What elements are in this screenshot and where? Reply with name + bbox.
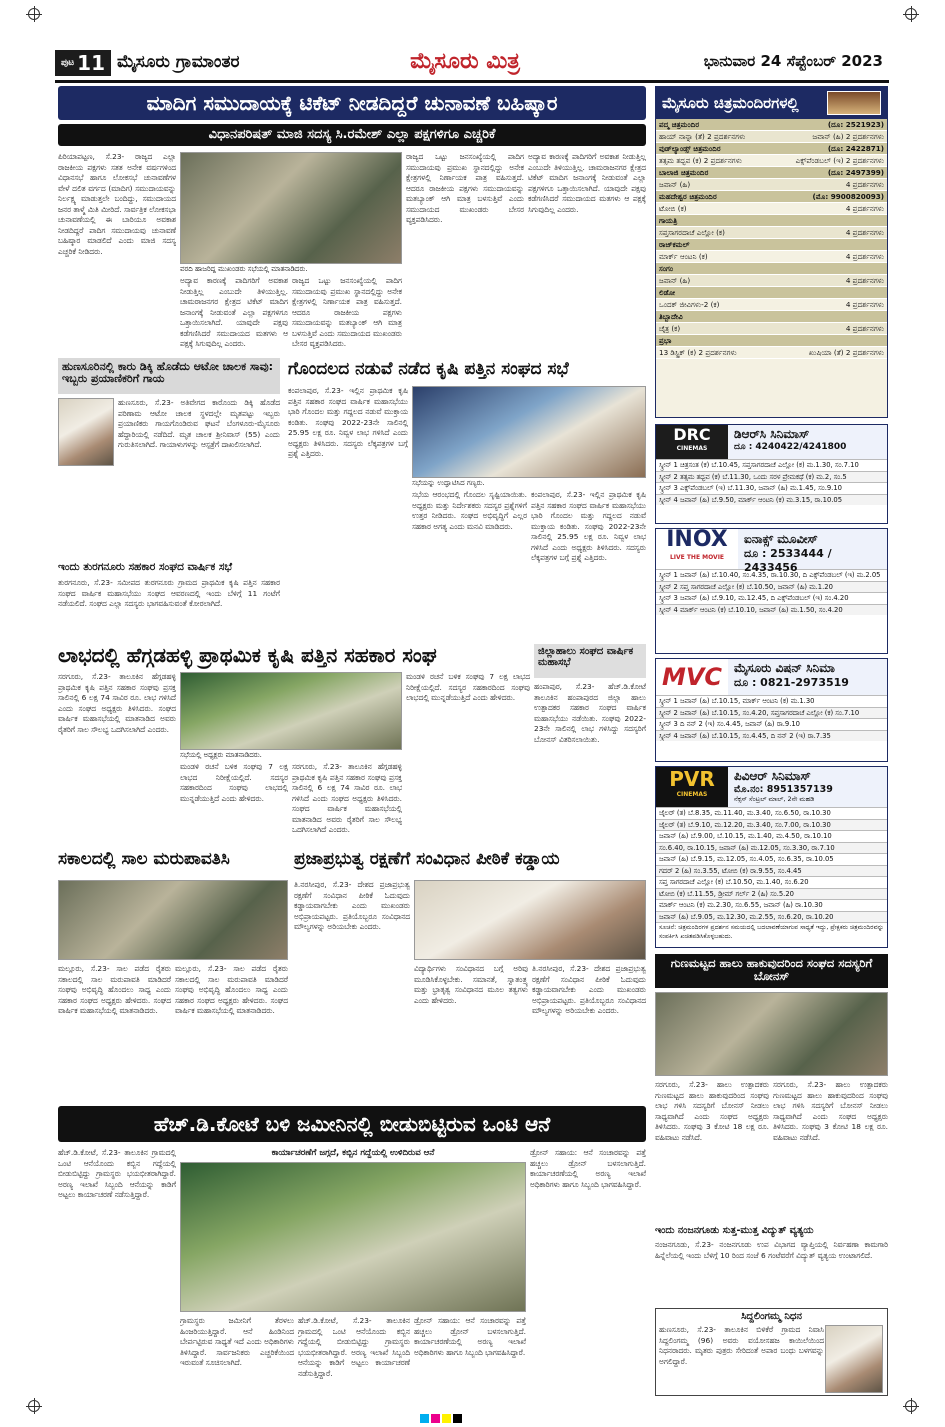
lead-headline: ಮಾದಿಗ ಸಮುದಾಯಕ್ಕೆ ಟಿಕೆಟ್ ನೀಡದಿದ್ದರೆ ಚುನಾವಣೆ ಬಹಿಷ್ಕಾರ <box>58 86 646 120</box>
drc-header <box>656 425 887 459</box>
drc-cinema-box <box>655 424 888 524</box>
dateline: ಭಾನುವಾರ 24 ಸೆಪ್ಟೆಂಬರ್ 2023 <box>703 52 883 70</box>
auto-story-headline: ಹುಣಸೂರಿನಲ್ಲಿ ಕಾರು ಡಿಕ್ಕಿ ಹೊಡೆದು ಆಟೋ ಚಾಲಕ ಸಾವು: ಇಬ್ಬರು ಪ್ರಯಾಣಿಕರಿಗೆ ಗಾಯ <box>62 360 274 386</box>
cinema-hall-shows <box>656 155 887 167</box>
row-name: ವುಡ್‌ಲ್ಯಾಂಡ್ಸ್ ಚಿತ್ರಮಂದಿರ <box>659 144 721 153</box>
bonus-head-box <box>655 954 888 988</box>
row-info: (ದೂ: 2521923) <box>827 120 884 129</box>
lead-photo <box>180 152 402 264</box>
showtime-row: ಗದರ್ 2 (ಹಿ) ಸಂ.3.55, ಟೋಬಿ (ಕ) ರಾ.9.55, ಸಂ.4.45 <box>656 865 887 877</box>
row-info: 4 ಪ್ರದರ್ಶನಗಳು <box>845 180 884 189</box>
row-name: ಟೋಬಿ (ಕ) <box>659 204 687 213</box>
cinema-listing <box>655 86 888 418</box>
row-name: ಜವಾನ್ (ಹಿ) <box>659 276 691 285</box>
jilla-body: ಹಂಪಾಪುರ, ಸೆ.23- ಹೆಚ್.ಡಿ.ಕೋಟೆ ತಾಲೂಕಿನ ಹಂಪಾಪುರದ ಜಿಲ್ಲಾ ಹಾಲು ಉತ್ಪಾದಕರ ಸಹಕಾರ ಸಂಘದ ವಾರ್ಷಿಕ ಮಹಾಸಭೆಯು ನಡೆಯಿತು. ಸಂಘವು 2022-23ನೇ ಸಾಲಿನಲ್ಲಿ ಲಾಭ ಗಳಿಸಿದ್ದು ಸದಸ್ಯರಿಗೆ ಬೋನಸ್ ವಿತರಿಸಲಾಯಿತು. <box>534 682 646 744</box>
bonus-photo <box>655 992 888 1076</box>
row-name: ತಿಬ್ಬಾದೇವಿ <box>659 312 683 321</box>
row-info: ಜವಾನ್ (ಹಿ) 2 ಪ್ರದರ್ಶನಗಳು <box>812 132 884 141</box>
pvr-slots <box>656 807 887 922</box>
row-info: 4 ಪ್ರದರ್ಶನಗಳು <box>845 324 884 333</box>
cinema-hall-name <box>656 167 887 179</box>
showtime-row: ಸ್ಕ್ರೀನ್ 2 ಜವಾನ್ (ಹಿ) ಬೆ.10.15, ಸಂ.4.20, ಸಪ್ತಸಾಗರದಾಚೆ ಎಲ್ಲೋ (ಕ) ಸಂ.7.10 <box>656 707 887 719</box>
lead-body-right2: ಅದ್ಯಾವ ಕಾರಣಕ್ಕೆ ಪಾದಿಗರಿಗೆ ಅವಕಾಶ ನೀಡುತ್ತಿಲ್ಲ ಎಂಬುದೇ ತಿಳಿಯುತ್ತಿಲ್ಲ. ಚಾಮರಾಜನಗರ ಕ್ಷೇತ್ರದ ಟಿಕೆಟ್ ಮಾದಿಗ ಜನಾಂಗಕ್ಕೆ ನೀಡುವಂತೆ ಎಲ್ಲಾ ಪಕ್ಷಗಳಿಗೂ ಒತ್ತಾಯಿಸಲಾಗಿದೆ. ಯಾವುದೇ ಪಕ್ಷವು ಕಡೆಗಣಿಸಿದರೆ ಸಮುದಾಯದ ಮತಗಳು ಆ ಪಕ್ಷಕ್ಕೆ ಸಿಗುವುದಿಲ್ಲ ಎಂದರು. <box>528 152 646 214</box>
drc-info <box>728 425 887 459</box>
elephant-body-mid: ಗ್ರಾಮಸ್ಥರು ಜಮೀನಿಗೆ ತೆರಳಲು ಹಿಂಜರಿಯುತ್ತಿದ್ದಾರೆ. ಆನೆ ಹಿಂಡಿನಿಂದ ಬೇರ್ಪಟ್ಟಿರುವ ಸಾಧ್ಯತೆ ಇದೆ ಎಂದು ಅಧಿಕಾರಿಗಳು ತಿಳಿಸಿದ್ದಾರೆ. ಸಾರ್ವಜನಿಕರು ಎಚ್ಚರಿಕೆಯಿಂದ ಇರುವಂತೆ ಸೂಚಿಸಲಾಗಿದೆ. <box>180 1316 294 1367</box>
cinema-hall-name <box>656 287 887 299</box>
masthead: ಮೈಸೂರು ಮಿತ್ರ <box>410 48 520 74</box>
elephant-body-right: ಡ್ರೋನ್ ಸಹಾಯ: ಆನೆ ಸಂಚಾರವನ್ನು ಪತ್ತೆ ಹಚ್ಚಲು ಡ್ರೋನ್ ಬಳಸಲಾಗುತ್ತಿದೆ. ಕಾರ್ಯಾಚರಣೆಯಲ್ಲಿ ಅರಣ್ಯ ಇಲಾಖೆ ಅಧಿಕಾರಿಗಳು ಹಾಗೂ ಸಿಬ್ಬಂದಿ ಭಾಗವಹಿಸಿದ್ದಾರೆ. <box>530 1148 646 1189</box>
demo-headline: ಪ್ರಜಾಪ್ರಭುತ್ವ ರಕ್ಷಣೆಗೆ ಸಂವಿಧಾನ ಪೀಠಿಕೆ ಕಡ್ಡಾಯ <box>294 849 560 869</box>
mvc-header <box>656 659 887 695</box>
lead-body-left: ಪಿರಿಯಾಪಟ್ಟಣ, ಸೆ.23- ರಾಜ್ಯದ ಎಲ್ಲಾ ರಾಜಕೀಯ ಪಕ್ಷಗಳು ಸತತ ಅನೇಕ ವರ್ಷಗಳಿಂದ ವಿಧಾನಸಭೆ ಹಾಗೂ ಲೋಕಸಭೆ ಚುನಾವಣೆಗಳ ವೇಳೆ ದಲಿತ ವರ್ಗದ (ಮಾದಿಗ) ಸಮುದಾಯವನ್ನು ನಿರ್ಲಕ್ಷ್ಯ ಮಾಡುತ್ತಲೇ ಬಂದಿದ್ದು, ಸಮುದಾಯದ ಜನರ ತಾಳ್ಮೆ ಮಿತಿ ಮೀರಿದೆ. ಸಾರ್ವತ್ರಿಕ ಲೋಕಸಭಾ ಚುನಾವಣೆಯಲ್ಲಿ ಈ ಬಾರಿಯೂ ಅವಕಾಶ ನೀಡದಿದ್ದರೆ ಪಾದಿಗ ಸಮುದಾಯವು ಚುನಾವಣೆ ಬಹಿಷ್ಕಾರ ಮಾಡಲಿದೆ ಎಂದು ಮಾಜಿ ಸದಸ್ಯ ಎಚ್ಚರಿಕೆ ನೀಡಿದರು. <box>58 152 176 256</box>
registration-mark <box>905 8 917 20</box>
lead-subheadline: ವಿಧಾನಪರಿಷತ್ ಮಾಜಿ ಸದಸ್ಯ ಸಿ.ರಮೇಶ್ ಎಲ್ಲಾ ಪಕ್ಷಗಳಿಗೂ ಎಚ್ಚರಿಕೆ <box>58 124 646 146</box>
bonus-body2: ಸರಗೂರು, ಸೆ.23- ಹಾಲು ಉತ್ಪಾದಕರು ಗುಣಮಟ್ಟದ ಹಾಲು ಹಾಕುವುದರಿಂದ ಸಂಘವು ಲಾಭ ಗಳಿಸಿ ಸದಸ್ಯರಿಗೆ ಬೋನಸ್ ನೀಡಲು ಸಾಧ್ಯವಾಗಿದೆ ಎಂದು ಸಂಘದ ಅಧ್ಯಕ್ಷರು ತಿಳಿಸಿದರು. ಸಂಘವು 3 ಕೋಟಿ 18 ಲಕ್ಷ ರೂ. ವಹಿವಾಟು ನಡೆಸಿದೆ. <box>773 1080 888 1142</box>
cinema-hall-name <box>656 119 887 131</box>
showtime-row: ಸ್ಕ್ರೀನ್ 1 ಜವಾನ್ (ಹಿ) ಬೆ.10.15, ಮಾರ್ಕ್ ಆಂಟನಿ (ಕ) ಮ.1.30 <box>656 695 887 707</box>
row-name: ಪ್ರಭಾ <box>659 336 672 345</box>
pvr-info <box>728 767 887 807</box>
inox-phone: ದೂ : 2533444 / 2433456 <box>744 547 832 574</box>
row-name: ರಾಜ್‌ಕಮಲ್ <box>659 240 690 249</box>
row-info: (ಮೊ: 9900820093) <box>812 192 884 201</box>
drc-phone: ದೂ : 4240422/4241800 <box>734 442 847 452</box>
mvc-info <box>728 659 887 695</box>
mvc-logo: MVC <box>661 663 723 691</box>
elephant-body-mid3: ಡ್ರೋನ್ ಸಹಾಯ: ಆನೆ ಸಂಚಾರವನ್ನು ಪತ್ತೆ ಹಚ್ಚಲು ಡ್ರೋನ್ ಬಳಸಲಾಗುತ್ತಿದೆ. ಕಾರ್ಯಾಚರಣೆಯಲ್ಲಿ ಅರಣ್ಯ ಇಲಾಖೆ ಅಧಿಕಾರಿಗಳು ಹಾಗೂ ಸಿಬ್ಬಂದಿ ಭಾಗವಹಿಸಿದ್ದಾರೆ. <box>414 1316 526 1357</box>
pvr-logo: PVR CINEMAS <box>656 767 728 807</box>
page-header <box>55 48 883 80</box>
loan-body2: ಮಲ್ಲೂರು, ಸೆ.23- ಸಾಲ ಪಡೆದ ರೈತರು ಸಕಾಲದಲ್ಲಿ ಸಾಲ ಮರುಪಾವತಿ ಮಾಡಿದರೆ ಸಂಘವು ಅಭಿವೃದ್ಧಿ ಹೊಂದಲು ಸಾಧ್ಯ ಎಂದು ಸಹಕಾರ ಸಂಘದ ಅಧ್ಯಕ್ಷರು ಹೇಳಿದರು. ಸಂಘದ ವಾರ್ಷಿಕ ಮಹಾಸಭೆಯಲ್ಲಿ ಮಾತನಾಡಿದರು. <box>175 964 288 1015</box>
hegg-headline: ಲಾಭದಲ್ಲಿ ಹೆಗ್ಗಡಹಳ್ಳಿ ಪ್ರಾಥಮಿಕ ಕೃಷಿ ಪತ್ತಿನ ಸಹಕಾರ ಸಂಘ <box>58 643 437 667</box>
row-info: 4 ಪ್ರದರ್ಶನಗಳು <box>845 300 884 309</box>
pvr-note: ಸೂಚನೆ: ಚಿತ್ರಮಂದಿರಗಳ ಪ್ರದರ್ಶನ ಸಮಯದಲ್ಲಿ ಬದಲಾವಣೆಯಾಗುವ ಸಾಧ್ಯತೆ ಇದ್ದು, ಪ್ರೇಕ್ಷಕರು ಚಿತ್ರಮಂದಿರವನ್ನು ಸಂಪರ್ಕಿಸಿ ಖಚಿತಪಡಿಸಿಕೊಳ್ಳಬಹುದು. <box>656 922 887 942</box>
inox-header <box>656 527 887 574</box>
lead-body-mid: ಅದ್ಯಾವ ಕಾರಣಕ್ಕೆ ಪಾದಿಗರಿಗೆ ಅವಕಾಶ ನೀಡುತ್ತಿಲ್ಲ ಎಂಬುದೇ ತಿಳಿಯುತ್ತಿಲ್ಲ. ಚಾಮರಾಜನಗರ ಕ್ಷೇತ್ರದ ಟಿಕೆಟ್ ಮಾದಿಗ ಜನಾಂಗಕ್ಕೆ ನೀಡುವಂತೆ ಎಲ್ಲಾ ಪಕ್ಷಗಳಿಗೂ ಒತ್ತಾಯಿಸಲಾಗಿದೆ. ಯಾವುದೇ ಪಕ್ಷವು ಕಡೆಗಣಿಸಿದರೆ ಸಮುದಾಯದ ಮತಗಳು ಆ ಪಕ್ಷಕ್ಕೆ ಸಿಗುವುದಿಲ್ಲ ಎಂದರು. <box>180 276 288 348</box>
row-info: 4 ಪ್ರದರ್ಶನಗಳು <box>845 276 884 285</box>
cinema-hall-name <box>656 335 887 347</box>
demo-body: ತಿ.ನರಸೀಪುರ, ಸೆ.23- ದೇಶದ ಪ್ರಜಾಪ್ರಭುತ್ವ ರಕ್ಷಣೆಗೆ ಸಂವಿಧಾನ ಪೀಠಿಕೆ ಓದುವುದು ಕಡ್ಡಾಯವಾಗಬೇಕು ಎಂದು ಮುಖಂಡರು ಅಭಿಪ್ರಾಯಪಟ್ಟರು. ಪ್ರತಿಯೊಬ್ಬರೂ ಸಂವಿಧಾನದ ಮೌಲ್ಯಗಳನ್ನು ಅರಿಯಬೇಕು ಎಂದರು. <box>294 880 410 931</box>
showtime-row: ಮಾರ್ಕ್ ಆಂಟನಿ (ಕ) ಮ.2.30, ಸಂ.6.55, ಜವಾನ್ (ಹಿ) ರಾ.10.30 <box>656 899 887 911</box>
drc-logo: DRC CINEMAS <box>656 425 728 459</box>
row-name: ಬಾಲಾಜಿ ಚಿತ್ರಮಂದಿರ <box>659 168 709 177</box>
row-name: ತತ್ಸಮ ತದ್ಭವ (ಕ) 2 ಪ್ರದರ್ಶನಗಳು <box>659 156 742 165</box>
row-info: ಖುಷಿಯಾ (ತೆ) 2 ಪ್ರದರ್ಶನಗಳು <box>808 348 884 357</box>
cinema-hall-shows <box>656 323 887 335</box>
elephant-headline: ಹೆಚ್.ಡಿ.ಕೋಟೆ ಬಳಿ ಜಮೀನಿನಲ್ಲಿ ಬೀಡುಬಿಟ್ಟಿರುವ ಒಂಟಿ ಆನೆ <box>58 1106 646 1142</box>
row-info: (ದೂ: 2497399) <box>827 168 884 177</box>
row-name: ಲಿಡೋ <box>659 288 676 297</box>
row-name: ಜವಾನ್ (ಹಿ) <box>659 180 691 189</box>
row-info: 4 ಪ್ರದರ್ಶನಗಳು <box>845 228 884 237</box>
cinema-hall-name <box>656 143 887 155</box>
jilla-head-box <box>534 644 646 678</box>
loan-photo <box>58 880 288 960</box>
inox-info <box>738 529 887 574</box>
pvr-cinema-box <box>655 766 888 948</box>
pvr-header <box>656 767 887 807</box>
row-name: ಹಾಯ್ ನಾನ್ನಾ (ತೆ) 2 ಪ್ರದರ್ಶನಗಳು <box>659 132 746 141</box>
bonus-body: ಸರಗೂರು, ಸೆ.23- ಹಾಲು ಉತ್ಪಾದಕರು ಗುಣಮಟ್ಟದ ಹಾಲು ಹಾಕುವುದರಿಂದ ಸಂಘವು ಲಾಭ ಗಳಿಸಿ ಸದಸ್ಯರಿಗೆ ಬೋನಸ್ ನೀಡಲು ಸಾಧ್ಯವಾಗಿದೆ ಎಂದು ಸಂಘದ ಅಧ್ಯಕ್ಷರು ತಿಳಿಸಿದರು. ಸಂಘವು 3 ಕೋಟಿ 18 ಲಕ್ಷ ರೂ. ವಹಿವಾಟು ನಡೆಸಿದೆ. <box>655 1080 769 1142</box>
showtime-row: ಸ್ಕ್ರೀನ್ 2 ತತ್ಸಮ ತದ್ಭವ (ಕ) ಬೆ.11.30, ಒಂದು ಸರಳ ಪ್ರೇಮಕಥೆ (ಕ) ಮ.2, ಸಂ.5 <box>656 471 887 483</box>
header-rule <box>55 80 889 83</box>
gondala-headline: ಗೊಂದಲದ ನಡುವೆ ನಡೆದ ಕೃಷಿ ಪತ್ತಿನ ಸಂಘದ ಸಭೆ <box>288 359 569 379</box>
cinema-hall-name <box>656 191 887 203</box>
row-info: 4 ಪ್ರದರ್ಶನಗಳು <box>845 204 884 213</box>
showtime-row: ಸ್ಕ್ರೀನ್ 4 ಜವಾನ್ (ಹಿ) ಬೆ.9.50, ಮಾರ್ಕ್ ಆಂಟನಿ (ಕ) ಮ.3.15, ರಾ.10.05 <box>656 494 887 506</box>
showtime-row: ಜವಾನ್ (ಹಿ) ಬೆ.9.05, ಮ.12.30, ಮ.2.55, ಸಂ.6.20, ರಾ.10.20 <box>656 911 887 923</box>
row-info: 4 ಪ್ರದರ್ಶನಗಳು <box>845 252 884 261</box>
registration-mark <box>905 1400 917 1412</box>
cinema-hall-name <box>656 311 887 323</box>
row-name: ಚೈತ್ರ (ಕ) <box>659 324 681 333</box>
showtime-row: ಜವಾನ್ (ಹಿ) ಬೆ.9.15, ಮ.12.05, ಸಂ.4.05, ಸಂ.6.35, ರಾ.10.05 <box>656 853 887 865</box>
obituary-box <box>655 1308 888 1396</box>
demo-photo <box>414 880 646 960</box>
coop-story-headline: ಇಂದು ತುರಗನೂರು ಸಹಕಾರ ಸಂಘದ ವಾರ್ಷಿಕ ಸಭೆ <box>58 561 233 573</box>
obituary-body: ಹುಣಸೂರು, ಸೆ.23- ತಾಲೂಕಿನ ಬಿಳಿಕೆರೆ ಗ್ರಾಮದ ನಿವಾಸಿ ಸಿದ್ದಲಿಂಗಮ್ಮ (96) ಅವರು ವಯೋಸಹಜ ಕಾಯಿಲೆಯಿಂದ ನಿಧನರಾದರು. ಮೃತರು ಪುತ್ರರು ಸೇರಿದಂತೆ ಅಪಾರ ಬಂಧು ಬಳಗವನ್ನು ಅಗಲಿದ್ದಾರೆ. <box>659 1325 824 1366</box>
cinema-hall-shows <box>656 203 887 215</box>
showtime-row: ಸಪ್ತ ಸಾಗರದಾಚೆ ಎಲ್ಲೋ (ಕ) ಬೆ.10.50, ಮ.1.40, ಸಂ.6.20 <box>656 876 887 888</box>
cinema-hall-shows <box>656 251 887 263</box>
inox-name: ಐನಾಕ್ಸ್ ಮೂವೀಸ್ <box>744 532 818 546</box>
lead-body-mid2: ರಾಜ್ಯದ ಒಟ್ಟು ಜನಸಂಖ್ಯೆಯಲ್ಲಿ ಪಾದಿಗ ಸಮುದಾಯವು ಪ್ರಮುಖ ಸ್ಥಾನದಲ್ಲಿದ್ದು ಅನೇಕ ಕ್ಷೇತ್ರಗಳಲ್ಲಿ ನಿರ್ಣಾಯಕ ಪಾತ್ರ ವಹಿಸುತ್ತದೆ. ಆದರೂ ರಾಜಕೀಯ ಪಕ್ಷಗಳು ಸಮುದಾಯವನ್ನು ಮತಬ್ಯಾಂಕ್ ಆಗಿ ಮಾತ್ರ ಬಳಸುತ್ತಿವೆ ಎಂದು ಸಮುದಾಯದ ಮುಖಂಡರು ಬೇಸರ ವ್ಯಕ್ತಪಡಿಸಿದರು. <box>292 276 402 348</box>
elephant-body-left: ಹೆಚ್.ಡಿ.ಕೋಟೆ, ಸೆ.23- ತಾಲೂಕಿನ ಗ್ರಾಮದಲ್ಲಿ ಒಂಟಿ ಆನೆಯೊಂದು ಕಬ್ಬಿನ ಗದ್ದೆಯಲ್ಲಿ ಬೀಡುಬಿಟ್ಟಿದ್ದು ಗ್ರಾಮಸ್ಥರು ಭಯಭೀತರಾಗಿದ್ದಾರೆ. ಅರಣ್ಯ ಇಲಾಖೆ ಸಿಬ್ಬಂದಿ ಆನೆಯನ್ನು ಕಾಡಿಗೆ ಅಟ್ಟಲು ಕಾರ್ಯಾಚರಣೆ ನಡೆಸುತ್ತಿದ್ದಾರೆ. <box>58 1148 176 1199</box>
showtime-row: ಸ್ಕ್ರೀನ್ 4 ಜವಾನ್ (ಹಿ) ಬೆ.10.15, ಸಂ.4.45, ದಿ ನನ್ 2 (ಇ) ರಾ.7.35 <box>656 730 887 742</box>
registration-mark <box>28 1400 40 1412</box>
row-name: ಗಾಯತ್ರಿ <box>659 216 678 225</box>
cinema-hall-name <box>656 263 887 275</box>
loan-headline: ಸಕಾಲದಲ್ಲಿ ಸಾಲ ಮರುಪಾವತಿಸಿ <box>58 849 230 869</box>
row-name: ಒಂದಕ್ ಜೀವಿಗಳು-2 (ಕ) <box>659 300 720 309</box>
showtime-row: ಟೋಬಿ (ಕ) ಬೆ.11.55, ಡ್ರೀಮ್ ಗರ್ಲ್ 2 (ಹಿ) ಸಂ.5.20 <box>656 888 887 900</box>
showtime-row: ಸ್ಕ್ರೀನ್ 2 ಸಪ್ತ ಸಾಗರದಾಚೆ ಎಲ್ಲೋ (ಕ) ಬೆ.10.50, ಜವಾನ್ (ಹಿ) ಮ.1.20 <box>656 581 887 593</box>
hegg-body: ಸರಗೂರು, ಸೆ.23- ತಾಲೂಕಿನ ಹೆಗ್ಗಡಹಳ್ಳಿ ಪ್ರಾಥಮಿಕ ಕೃಷಿ ಪತ್ತಿನ ಸಹಕಾರ ಸಂಘವು ಪ್ರಸಕ್ತ ಸಾಲಿನಲ್ಲಿ 6 ಲಕ್ಷ 74 ಸಾವಿರ ರೂ. ಲಾಭ ಗಳಿಸಿದೆ ಎಂದು ಸಂಘದ ಅಧ್ಯಕ್ಷರು ತಿಳಿಸಿದರು. ಸಂಘದ ವಾರ್ಷಿಕ ಮಹಾಸಭೆಯಲ್ಲಿ ಮಾತನಾಡಿದ ಅವರು ರೈತರಿಗೆ ಸಾಲ ಸೌಲಭ್ಯ ಒದಗಿಸಲಾಗಿದೆ ಎಂದರು. <box>58 672 176 734</box>
page-number-tag: ಪುಟ 11 <box>55 50 111 76</box>
showtime-row: ಸ್ಕ್ರೀನ್ 1 ಚಿತ್ರಸಂತ (ಕ) ಬೆ.10.45, ಸಪ್ತಸಾಗರದಾಚೆ ಎಲ್ಲೋ (ಕ) ಮ.1.30, ಸಂ.7.10 <box>656 459 887 471</box>
hegg-caption: ಸಭೆಯಲ್ಲಿ ಅಧ್ಯಕ್ಷರು ಮಾತನಾಡಿದರು. <box>180 750 402 760</box>
mvc-name: ಮೈಸೂರು ವಿಷನ್ ಸಿನಿಮಾ <box>734 661 835 675</box>
row-name: ಪದ್ಮ ಚಿತ್ರಮಂದಿರ <box>659 120 700 129</box>
showtime-row: ಸ್ಕ್ರೀನ್ 3 ದಿ ನನ್ 2 (ಇ) ಸಂ.4.45, ಜವಾನ್ (ಹಿ) ರಾ.9.10 <box>656 718 887 730</box>
gondala-body: ಕಂಪಲಾಪುರ, ಸೆ.23- ಇಲ್ಲಿನ ಪ್ರಾಥಮಿಕ ಕೃಷಿ ಪತ್ತಿನ ಸಹಕಾರ ಸಂಘದ ವಾರ್ಷಿಕ ಮಹಾಸಭೆಯು ಭಾರಿ ಗೊಂದಲ ಮತ್ತು ಗದ್ದಲದ ನಡುವೆ ಮುಕ್ತಾಯ ಕಂಡಿತು. ಸಂಘವು 2022-23ನೇ ಸಾಲಿನಲ್ಲಿ 25.95 ಲಕ್ಷ ರೂ. ನಿವ್ವಳ ಲಾಭ ಗಳಿಸಿದೆ ಎಂದು ಅಧ್ಯಕ್ಷರು ತಿಳಿಸಿದರು. ಸದಸ್ಯರು ಲೆಕ್ಕಪತ್ರಗಳ ಬಗ್ಗೆ ಪ್ರಶ್ನೆ ಎತ್ತಿದರು. <box>288 386 408 458</box>
cinema-hall-name <box>656 239 887 251</box>
cinema-hall-shows <box>656 179 887 191</box>
showtime-row: ಜೈಲರ್ (ತ) ಬೆ.9.10, ಮ.12.20, ಮ.3.40, ಸಂ.7.00, ರಾ.10.30 <box>656 819 887 831</box>
power-body: ನಂಜನಗೂಡು, ಸೆ.23- ನಂಜನಗೂಡು ಉಪ ವಿಭಾಗದ ವ್ಯಾಪ್ತಿಯಲ್ಲಿ ನಿರ್ವಹಣಾ ಕಾಮಗಾರಿ ಹಿನ್ನೆಲೆಯಲ್ಲಿ ಇಂದು ಬೆಳಿಗ್ಗೆ 10 ರಿಂದ ಸಂಜೆ 6 ಗಂಟೆವರೆಗೆ ವಿದ್ಯುತ್ ವ್ಯತ್ಯಯ ಉಂಟಾಗಲಿದೆ. <box>655 1240 888 1260</box>
bonus-headline: ಗುಣಮಟ್ಟದ ಹಾಲು ಹಾಕುವುದರಿಂದ ಸಂಘದ ಸದಸ್ಯರಿಗೆ ಬೋನಸ್ <box>670 956 873 983</box>
showtime-row: ಜವಾನ್ (ಹಿ) ಬೆ.9.00, ಬೆ.10.15, ಮ.1.40, ಮ.4.50, ರಾ.10.10 <box>656 830 887 842</box>
pvr-address: ನೆಕ್ಸಸ್ ಸೆಂಟ್ರಲ್ ಮಾಲ್, 2ನೇ ಮಹಡಿ <box>734 795 815 803</box>
cinema-hall-shows <box>656 347 887 359</box>
cinema-hall-shows <box>656 227 887 239</box>
mvc-phone: ದೂ : 0821-2973519 <box>734 676 849 689</box>
obituary-headline: ಸಿದ್ದಲಿಂಗಮ್ಮ ನಿಧನ <box>741 1311 802 1322</box>
inox-cinema-box <box>655 528 888 654</box>
lead-body-right: ರಾಜ್ಯದ ಒಟ್ಟು ಜನಸಂಖ್ಯೆಯಲ್ಲಿ ಪಾದಿಗ ಸಮುದಾಯವು ಪ್ರಮುಖ ಸ್ಥಾನದಲ್ಲಿದ್ದು ಅನೇಕ ಕ್ಷೇತ್ರಗಳಲ್ಲಿ ನಿರ್ಣಾಯಕ ಪಾತ್ರ ವಹಿಸುತ್ತದೆ. ಆದರೂ ರಾಜಕೀಯ ಪಕ್ಷಗಳು ಸಮುದಾಯವನ್ನು ಮತಬ್ಯಾಂಕ್ ಆಗಿ ಮಾತ್ರ ಬಳಸುತ್ತಿವೆ ಎಂದು ಸಮುದಾಯದ ಮುಖಂಡರು ಬೇಸರ ವ್ಯಕ್ತಪಡಿಸಿದರು. <box>406 152 524 224</box>
pvr-name: ಪಿವಿಆರ್ ಸಿನಿಮಾಸ್ <box>734 769 811 783</box>
registration-mark <box>28 8 40 20</box>
showtime-row: ಸ್ಕ್ರೀನ್ 4 ಮಾರ್ಕ್ ಆಂಟನಿ (ಕ) ಬೆ.10.10, ಜವಾನ್ (ಹಿ) ಮ.1.50, ಸಂ.4.20 <box>656 604 887 616</box>
pvr-phone: ಮೊ.ನಂ: 8951357139 <box>734 784 833 795</box>
row-name: ಸಪ್ತಸಾಗರದಾಚೆ ಎಲ್ಲೋ (ಕ) <box>659 228 725 237</box>
hegg-photo <box>180 672 402 750</box>
cinema-listing-rows <box>656 119 887 359</box>
section-name: ಮೈಸೂರು ಗ್ರಾಮಾಂತರ <box>117 52 240 72</box>
auto-story-head-box <box>58 358 280 394</box>
hegg-body4: ಮಂಡಳಿ ರಚನೆ ಬಳಿಕ ಸಂಘವು 7 ಲಕ್ಷ ಲಾಭದ ನಿರೀಕ್ಷೆಯಲ್ಲಿದೆ. ಸದಸ್ಯರ ಸಹಕಾರದಿಂದ ಸಂಘವು ಲಾಭದಲ್ಲಿ ಮುನ್ನಡೆಯುತ್ತಿದೆ ಎಂದು ಹೇಳಿದರು. <box>406 672 530 702</box>
inox-slots <box>656 569 887 615</box>
elephant-photo-caption: ಕಾರ್ಯಾಚರಣೆಗೆ ಜಗ್ಗದೆ, ಕಬ್ಬಿನ ಗದ್ದೆಯಲ್ಲಿ ಉಳಿದಿರುವ ಆನೆ <box>180 1148 526 1162</box>
demo-body2: ವಿದ್ಯಾರ್ಥಿಗಳು ಸಂವಿಧಾನದ ಬಗ್ಗೆ ಅರಿವು ಮೂಡಿಸಿಕೊಳ್ಳಬೇಕು. ಸಮಾನತೆ, ಸ್ವಾತಂತ್ರ್ಯ ಮತ್ತು ಭ್ರಾತೃತ್ವ ಸಂವಿಧಾನದ ಮೂಲ ತತ್ವಗಳು ಎಂದು ಹೇಳಿದರು. <box>414 964 528 1005</box>
cinema-hall-shows <box>656 131 887 143</box>
elephant-photo <box>180 1162 526 1312</box>
demo-body3: ತಿ.ನರಸೀಪುರ, ಸೆ.23- ದೇಶದ ಪ್ರಜಾಪ್ರಭುತ್ವ ರಕ್ಷಣೆಗೆ ಸಂವಿಧಾನ ಪೀಠಿಕೆ ಓದುವುದು ಕಡ್ಡಾಯವಾಗಬೇಕು ಎಂದು ಮುಖಂಡರು ಅಭಿಪ್ರಾಯಪಟ್ಟರು. ಪ್ರತಿಯೊಬ್ಬರೂ ಸಂವಿಧಾನದ ಮೌಲ್ಯಗಳನ್ನು ಅರಿಯಬೇಕು ಎಂದರು. <box>532 964 646 1015</box>
hegg-body3: ಸರಗೂರು, ಸೆ.23- ತಾಲೂಕಿನ ಹೆಗ್ಗಡಹಳ್ಳಿ ಪ್ರಾಥಮಿಕ ಕೃಷಿ ಪತ್ತಿನ ಸಹಕಾರ ಸಂಘವು ಪ್ರಸಕ್ತ ಸಾಲಿನಲ್ಲಿ 6 ಲಕ್ಷ 74 ಸಾವಿರ ರೂ. ಲಾಭ ಗಳಿಸಿದೆ ಎಂದು ಸಂಘದ ಅಧ್ಯಕ್ಷರು ತಿಳಿಸಿದರು. ಸಂಘದ ವಾರ್ಷಿಕ ಮಹಾಸಭೆಯಲ್ಲಿ ಮಾತನಾಡಿದ ಅವರು ರೈತರಿಗೆ ಸಾಲ ಸೌಲಭ್ಯ ಒದಗಿಸಲಾಗಿದೆ ಎಂದರು. <box>292 762 402 834</box>
row-name: ಮಹದೇಶ್ವರ ಚಿತ್ರಮಂದಿರ <box>659 192 717 201</box>
gondala-body3: ಕಂಪಲಾಪುರ, ಸೆ.23- ಇಲ್ಲಿನ ಪ್ರಾಥಮಿಕ ಕೃಷಿ ಪತ್ತಿನ ಸಹಕಾರ ಸಂಘದ ವಾರ್ಷಿಕ ಮಹಾಸಭೆಯು ಭಾರಿ ಗೊಂದಲ ಮತ್ತು ಗದ್ದಲದ ನಡುವೆ ಮುಕ್ತಾಯ ಕಂಡಿತು. ಸಂಘವು 2022-23ನೇ ಸಾಲಿನಲ್ಲಿ 25.95 ಲಕ್ಷ ರೂ. ನಿವ್ವಳ ಲಾಭ ಗಳಿಸಿದೆ ಎಂದು ಅಧ್ಯಕ್ಷರು ತಿಳಿಸಿದರು. ಸದಸ್ಯರು ಲೆಕ್ಕಪತ್ರಗಳ ಬಗ್ಗೆ ಪ್ರಶ್ನೆ ಎತ್ತಿದರು. <box>531 490 646 562</box>
row-info: ಎಕ್ಸ್‌ಪೆಂಡಬಲ್ (ಇ) 2 ಪ್ರದರ್ಶನಗಳು <box>795 156 884 165</box>
auto-victim-photo <box>58 398 114 466</box>
obituary-photo <box>825 1325 883 1393</box>
cinema-hall-name <box>656 215 887 227</box>
color-bar <box>420 1408 464 1427</box>
jilla-headline: ಜಿಲ್ಲಾಹಾಲು ಸಂಘದ ವಾರ್ಷಿಕ ಮಹಾಸಭೆ <box>538 646 634 668</box>
drc-name: ಡಿಆರ್‌ಸಿ ಸಿನಿಮಾಸ್ <box>734 427 810 441</box>
showtime-row: ಸ್ಕ್ರೀನ್ 1 ಜವಾನ್ (ಹಿ) ಬೆ.10.40, ಸಂ.4.35, ರಾ.10.30, ದಿ ಎಕ್ಸ್‌ಪೆಂಡಬಲ್ (ಇ) ಮ.2.05 <box>656 569 887 581</box>
row-name: ಮಾರ್ಕ್ ಆಂಟನಿ (ಕ) <box>659 252 708 261</box>
showtime-row: ಸ್ಕ್ರೀನ್ 3 ಜವಾನ್ (ಹಿ) ಬೆ.9.10, ಮ.12.45, ದಿ ಎಕ್ಸ್‌ಪೆಂಡಬಲ್ (ಇ) ಸಂ.4.20 <box>656 592 887 604</box>
auto-story-body: ಹುಣಸೂರು, ಸೆ.23- ಅತಿವೇಗದ ಕಾರೊಂದು ಡಿಕ್ಕಿ ಹೊಡೆದ ಪರಿಣಾಮ ಆಟೋ ಚಾಲಕ ಸ್ಥಳದಲ್ಲೇ ಮೃತಪಟ್ಟು ಇಬ್ಬರು ಪ್ರಯಾಣಿಕರು ಗಾಯಗೊಂಡಿರುವ ಘಟನೆ ಬೆಂಗಳೂರು-ಮೈಸೂರು ಹೆದ್ದಾರಿಯಲ್ಲಿ ನಡೆದಿದೆ. ಮೃತ ಚಾಲಕ ಶ್ರೀನಿವಾಸ್ (55) ಎಂದು ಗುರುತಿಸಲಾಗಿದೆ. ಗಾಯಾಳುಗಳನ್ನು ಆಸ್ಪತ್ರೆಗೆ ದಾಖಲಿಸಲಾಗಿದೆ. <box>118 398 280 449</box>
showtime-row: ಜೈಲರ್ (ತ) ಬೆ.8.35, ಮ.11.40, ಮ.3.40, ಸಂ.6.50, ರಾ.10.30 <box>656 807 887 819</box>
inox-logo: INOX LIVE THE MOVIE <box>666 527 728 561</box>
row-name: 13 ಡಿಸ್ಟ್ರಿಕ್ (ಕ) 2 ಪ್ರದರ್ಶನಗಳು <box>659 348 737 357</box>
mvc-cinema-box <box>655 658 888 762</box>
lead-photo-caption: ವರದಿ ಹಾಜರಿದ್ದ ಮುಖಂಡರು ಸಭೆಯಲ್ಲಿ ಮಾತನಾಡಿದರು. <box>180 264 402 274</box>
cinema-hall-shows <box>656 299 887 311</box>
power-headline: ಇಂದು ನಂಜನಗೂಡು ಸುತ್ತ-ಮುತ್ತ ವಿದ್ಯುತ್ ವ್ಯತ್ಯಯ <box>655 1225 814 1236</box>
drc-slots <box>656 459 887 505</box>
gondala-caption: ಸಭೆಯನ್ನು ಉದ್ಘಾಟಿಸಿದ ಗಣ್ಯರು. <box>412 478 646 488</box>
gondala-body2: ಸಭೆಯ ಆರಂಭದಲ್ಲಿ ಗೊಂದಲ ಸೃಷ್ಟಿಯಾಯಿತು. ಅಧ್ಯಕ್ಷರು ಮತ್ತು ನಿರ್ದೇಶಕರು ಸದಸ್ಯರ ಪ್ರಶ್ನೆಗಳಿಗೆ ಉತ್ತರ ನೀಡಿದರು. ಸಂಘದ ಅಭಿವೃದ್ಧಿಗೆ ಎಲ್ಲರ ಸಹಕಾರ ಅಗತ್ಯ ಎಂದು ಮನವಿ ಮಾಡಿದರು. <box>412 490 527 531</box>
loan-body: ಮಲ್ಲೂರು, ಸೆ.23- ಸಾಲ ಪಡೆದ ರೈತರು ಸಕಾಲದಲ್ಲಿ ಸಾಲ ಮರುಪಾವತಿ ಮಾಡಿದರೆ ಸಂಘವು ಅಭಿವೃದ್ಧಿ ಹೊಂದಲು ಸಾಧ್ಯ ಎಂದು ಸಹಕಾರ ಸಂಘದ ಅಧ್ಯಕ್ಷರು ಹೇಳಿದರು. ಸಂಘದ ವಾರ್ಷಿಕ ಮಹಾಸಭೆಯಲ್ಲಿ ಮಾತನಾಡಿದರು. <box>58 964 171 1015</box>
mvc-slots <box>656 695 887 741</box>
hegg-body2: ಮಂಡಳಿ ರಚನೆ ಬಳಿಕ ಸಂಘವು 7 ಲಕ್ಷ ಲಾಭದ ನಿರೀಕ್ಷೆಯಲ್ಲಿದೆ. ಸದಸ್ಯರ ಸಹಕಾರದಿಂದ ಸಂಘವು ಲಾಭದಲ್ಲಿ ಮುನ್ನಡೆಯುತ್ತಿದೆ ಎಂದು ಹೇಳಿದರು. <box>180 762 288 803</box>
elephant-body-mid2: ಹೆಚ್.ಡಿ.ಕೋಟೆ, ಸೆ.23- ತಾಲೂಕಿನ ಗ್ರಾಮದಲ್ಲಿ ಒಂಟಿ ಆನೆಯೊಂದು ಕಬ್ಬಿನ ಗದ್ದೆಯಲ್ಲಿ ಬೀಡುಬಿಟ್ಟಿದ್ದು ಗ್ರಾಮಸ್ಥರು ಭಯಭೀತರಾಗಿದ್ದಾರೆ. ಅರಣ್ಯ ಇಲಾಖೆ ಸಿಬ್ಬಂದಿ ಆನೆಯನ್ನು ಕಾಡಿಗೆ ಅಟ್ಟಲು ಕಾರ್ಯಾಚರಣೆ ನಡೆಸುತ್ತಿದ್ದಾರೆ. <box>298 1316 410 1378</box>
gondala-photo <box>412 386 646 478</box>
showtime-row: ಸ್ಕ್ರೀನ್ 3 ಎಕ್ಸ್‌ಪೆಂಡಬಲ್ (ಇ) ಬೆ.11.30, ಜವಾನ್ (ಹಿ) ಮ.1.45, ಸಂ.9.10 <box>656 482 887 494</box>
cinema-hall-shows <box>656 275 887 287</box>
row-info: (ದೂ: 2422871) <box>827 144 884 153</box>
coop-story-body: ತುರಗನೂರು, ಸೆ.23- ಸಮೀಪದ ತುರಗನೂರು ಗ್ರಾಮದ ಪ್ರಾಥಮಿಕ ಕೃಷಿ ಪತ್ತಿನ ಸಹಕಾರ ಸಂಘದ ವಾರ್ಷಿಕ ಮಹಾಸಭೆಯು ಸಂಘದ ಆವರಣದಲ್ಲಿ ಇಂದು ಬೆಳಿಗ್ಗೆ 11 ಗಂಟೆಗೆ ನಡೆಯಲಿದೆ. ಸಂಘದ ಎಲ್ಲಾ ಸದಸ್ಯರು ಭಾಗವಹಿಸುವಂತೆ ಕೋರಲಾಗಿದೆ. <box>58 578 280 608</box>
cinema-hall-icon <box>827 91 881 115</box>
cinema-listing-title: ಮೈಸೂರು ಚಿತ್ರಮಂದಿರಗಳಲ್ಲಿ <box>656 87 887 119</box>
showtime-row: ಸಂ.6.40, ರಾ.10.15, ಜವಾನ್ (ಹಿ) ಮ.12.05, ಸಂ.3.30, ರಾ.7.10 <box>656 842 887 854</box>
row-name: ಸಂಗಂ <box>659 264 674 273</box>
